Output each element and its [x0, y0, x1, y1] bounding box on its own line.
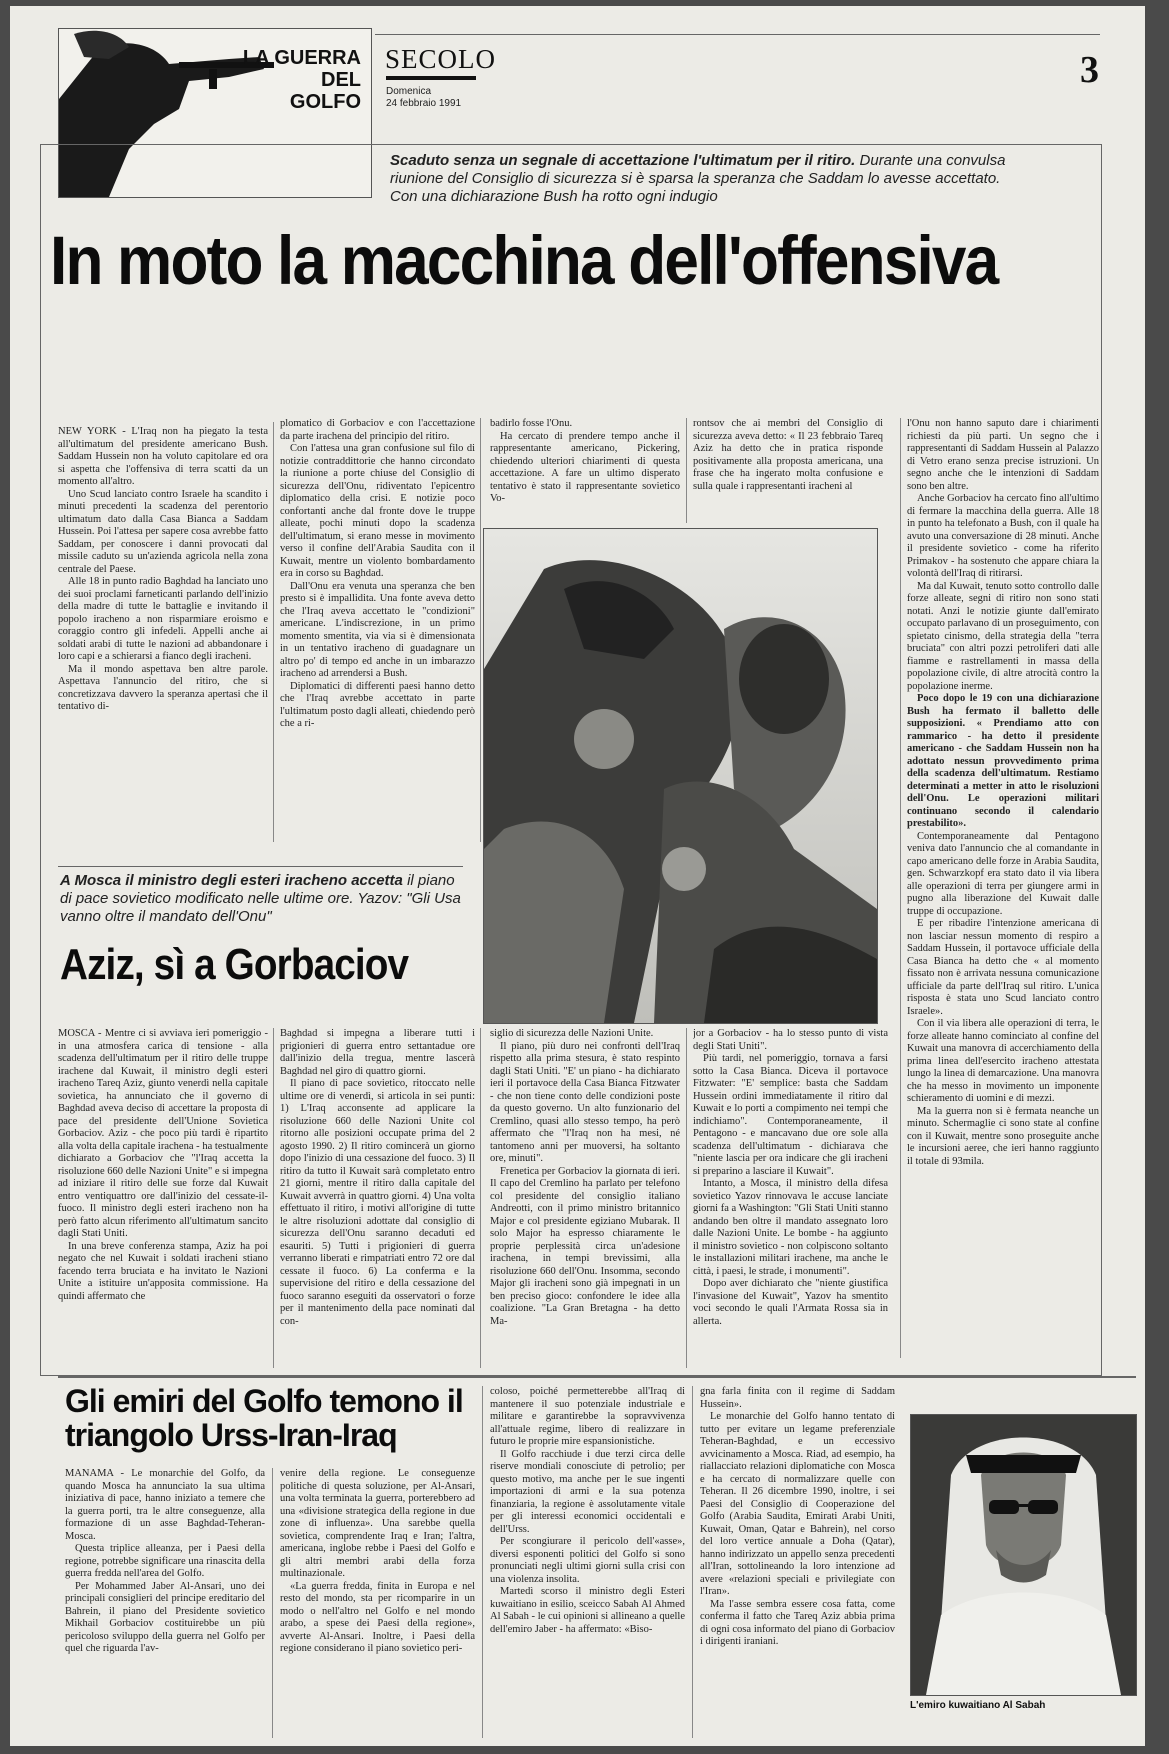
- emir-photo-caption: L'emiro kuwaitiano Al Sabah: [910, 1700, 1046, 1711]
- paragraph: NEW YORK - L'Iraq non ha piegato la testa all'ultimatum del presidente americano Bush. Saddam Hussein non ha voluto capitolare ed ora si aspetta che l'offensiva di terra scatti da un momento all'altro.: [58, 426, 268, 487]
- article1-deck-bold: Scaduto senza un segnale di accettazione l'ultimatum per il ritiro.: [390, 152, 856, 169]
- paragraph: MANAMA - Le monarchie del Golfo, da quando Mosca ha annunciato la sua ultima iniziativa di pace, hanno iniziato a temere che la guerra porti, tra le altre conseguenze, alla formazione di un asse Baghdad-Teheran-Mosca.: [65, 1468, 265, 1542]
- paragraph: Intanto, a Mosca, il ministro della difesa sovietico Yazov rinnovava le accuse lanciate giorni fa a Washington: "Gli Stati Uniti stanno andando ben oltre il mandato assegnato loro dalle Nazioni Unite. Le bombe - ha aggiunto il ministro sovietico - non colpiscono soltanto le installazioni militari irachene, ma anche le città, i paesi, le strade, i monumenti".: [693, 1178, 888, 1277]
- paragraph: Con l'attesa una gran confusione sul filo di notizie contraddittorie che hanno circondato la riunione a porte chiuse del Consiglio di sicurezza dell'Onu, ridiventato l'epicentro diplomatico della crisi. E notizie poco confortanti anche dal fronte dove le truppe alleate, pochi minuti dopo la scadenza dell'ultimatum, si erano messe in movimento verso il confine dell'Arabia Saudita con il Kuwait, mentre un violento bombardamento era in corso su Baghdad.: [280, 443, 475, 579]
- article1-deck: [390, 152, 1010, 206]
- paragraph: Diplomatici di differenti paesi hanno detto che l'Iraq avrebbe accettato in parte l'ultimatum posto dagli alleati, chiedendo però che a ri-: [280, 680, 475, 729]
- article2-deck: [60, 872, 465, 926]
- paragraph: Il piano di pace sovietico, ritoccato nelle ultime ore di venerdì, si articola in sei punti: 1) L'Iraq acconsente ad applicare la risoluzione 660 delle Nazioni Unite col ritorno alle posizioni occupate prima del 2 agosto 1990. 2) Il ritiro comincerà un giorno dopo l'inizio di una cessazione del fuoco. 3) Il ritiro da tutto il Kuwait sarà completato entro 21 giorni, mentre il ritiro dalla capitale del Kuwait avverrà in quattro giorni. 4) Una volta effettuato il ritiro, i motivi all'origine di tutte le altre risoluzioni adottate dal consiglio di sicurezza dell'Onu saranno decaduti ed esauriti. 5) Tutti i prigionieri di guerra verranno liberati e rimpatriati entro 72 ore dal cessate il fuoco. 6) La conferma e la supervisione del ritiro e della cessazione del fuoco saranno eseguiti da osservatori o forze per il mantenimento della pace nominati dal con-: [280, 1078, 475, 1327]
- paragraph: coloso, poiché permetterebbe all'Iraq di mantenere il suo potenziale industriale e militare e garantirebbe la sopravvivenza all'attuale regime, libero di realizzare in futuro le proprie mire espansionistiche.: [490, 1386, 685, 1447]
- paragraph: Alle 18 in punto radio Baghdad ha lanciato uno dei suoi proclami farneticanti parlando dell'inizio della madre di tutte le battaglie e invitando il popolo iracheno a non risparmiare eroismo e coraggio contro gli infedeli. Appelli anche ai soldati arabi di tutte le nazioni ad abbandonare i loro capi e a schierarsi a fianco degli iracheni.: [58, 576, 268, 662]
- article3-column-3: [490, 1386, 685, 1738]
- column-rule: [273, 422, 274, 842]
- paragraph: Il Golfo racchiude i due terzi circa delle riserve mondiali conosciute di petrolio; per questo motivo, ma anche per le sue ingenti importazioni di armi e la sua potenza finanziaria, la regione è assolutamente vitale per gli interessi economici occidentali e dell'Urss.: [490, 1448, 685, 1535]
- paragraph: Per scongiurare il pericolo dell'«asse», diversi esponenti politici del Golfo si sono pronunciati negli ultimi giorni sulla crisi con una violenza insolita.: [490, 1536, 685, 1585]
- article1-column-3: [490, 418, 680, 523]
- date-full: 24 febbraio 1991: [386, 98, 462, 109]
- series-title: [243, 47, 361, 113]
- paragraph: Questa triplice alleanza, per i Paesi della regione, potrebbe significare una rinascita della guerra fredda nell'area del Golfo.: [65, 1543, 265, 1579]
- article2-headline: Aziz, sì a Gorbaciov: [60, 940, 409, 989]
- page-number: 3: [1080, 49, 1099, 91]
- article2-deck-text: il piano di pace sovietico modificato nelle ultime ore. Yazov: "Gli Usa vanno oltre il mandato dell'Onu": [60, 872, 461, 925]
- paragraph: Dopo aver dichiarato che "niente giustifica l'invasione del Kuwait", Yazov ha smentito voci secondo le quali l'Armata Rossa sia in allerta.: [693, 1278, 888, 1327]
- article3-column-1: [65, 1468, 265, 1738]
- paragraph: gna farla finita con il regime di Saddam Hussein».: [700, 1386, 895, 1410]
- paragraph: Le monarchie del Golfo hanno tentato di tutto per evitare un legame preferenziale Teheran-Baghdad, e un eccessivo avvicinamento a Mosca. Riad, ad esempio, ha riallacciato relazioni diplomatiche con Mosca e ha cercato di normalizzare quelle con Teheran. Il 26 dicembre 1990, inoltre, i sei Paesi del Consiglio di Cooperazione del Golfo (Arabia Saudita, Emirati Arabi Uniti, Kuwait, Oman, Qatar e Bahrein), nel corso del loro vertice annuale a Doha (Qatar), hanno indirizzato un appello senza precedenti all'Iran, sottolineando la loro intenzione ad avere «relazioni speciali e privilegiate con l'Iran».: [700, 1411, 895, 1597]
- article1-column-5: [907, 418, 1099, 1386]
- soldiers-photo-image: [484, 529, 877, 1023]
- newspaper-page: [10, 6, 1145, 1746]
- column-rule: [686, 1028, 687, 1368]
- paragraph: rontsov che ai membri del Consiglio di sicurezza aveva detto: « Il 23 febbraio Tareq Aziz ha detto che in pratica risponde positivamente alla proposta americana, una frase che ha ingerato molta confusione e sulla quale i rappresentanti iracheni al: [693, 418, 883, 492]
- paragraph: MOSCA - Mentre ci si avviava ieri pomeriggio - in una atmosfera carica di tensione - alla scadenza dell'ultimatum per il ritiro delle truppe irachene dal Kuwait, il ministro degli esteri iracheno Tareq Aziz, giunto venerdì nella capitale sovietica, ha annunciato che il governo di Baghdad aveva deciso di accettare la proposta di pace del presidente dell'Unione Sovietica Gorbaciov. Aziz - che poco più tardi è ripartito alla volta della capitale irachena - ha testualmente dichiarato a Gorbaciov che "l'Iraq accetta la risoluzione 660 delle Nazioni Unite" e si impegna ad iniziare il ritiro delle sue forze dal Kuwait entro ventiquattro ore dall'inizio del cessate-il-fuoco. Il ministro degli esteri iracheno non ha però fatto alcun riferimento all'ultimatum sancito dagli Stati Uniti.: [58, 1028, 268, 1239]
- column-rule: [272, 1468, 273, 1738]
- emir-portrait-image: [911, 1415, 1136, 1695]
- paragraph: jor a Gorbaciov - ha lo stesso punto di vista degli Stati Uniti".: [693, 1028, 888, 1052]
- paragraph: venire della regione. Le conseguenze politiche di questa soluzione, per Al-Ansari, una volta terminata la guerra, porterebbero ad una «divisione strategica della regione in due zone di influenza». Una sarebbe quella sovietica, comprendente Iraq e Iran; l'altra, americana, inglobe rebbe i Paesi del Golfo e gli altri membri arabi della forza multinazionale.: [280, 1468, 475, 1579]
- article2-deck-bold: A Mosca il ministro degli esteri iracheno accetta: [60, 872, 403, 889]
- article1-deck-text: Durante una convulsa riunione del Consiglio di sicurezza si è sparsa la speranza che Saddam lo avesse accettato. Con una dichiarazione Bush ha rotto ogni indugio: [390, 152, 1006, 205]
- article3-column-2: [280, 1468, 475, 1738]
- series-line-2: DEL: [321, 69, 361, 91]
- paragraph: Ma l'asse sembra essere cosa fatta, come conferma il fatto che Tareq Aziz abbia prima di ogni cosa informato del piano di Gorbaciov i dirigenti iraniani.: [700, 1598, 895, 1647]
- paragraph: «La guerra fredda, finita in Europa e nel resto del mondo, sta per ricomparire in un modo o nell'altro nel Golfo e nel mondo arabo, a spese dei Paesi della regione», avverte Al-Ansari. Inoltre, i Paesi della regione considerano il piano sovietico peri-: [280, 1580, 475, 1654]
- column-rule: [480, 1028, 481, 1368]
- article3-column-4: [700, 1386, 895, 1738]
- paper-name-rule: [386, 76, 476, 80]
- column-rule: [692, 1386, 693, 1738]
- paragraph: Dall'Onu era venuta una speranza che ben presto si è impallidita. Una fonte aveva detto che l'Iraq aveva accettato le "condizioni" americane. L'indiscrezione, in un primo momento smentita, via via si è dimensionata in un tentativo iracheno di guadagnare un altro po' di tempo ed anche in un imbarazzo iracheno ad arrendersi a Bush.: [280, 580, 475, 679]
- dateline: [386, 86, 461, 110]
- paragraph: Ha cercato di prendere tempo anche il rappresentante americano, Pickering, chiedendo ulteriori chiarimenti di questa accettazione. A fare un ultimo disperato tentativo è stato il rappresentante sovietico Vo-: [490, 430, 680, 504]
- paragraph: Frenetica per Gorbaciov la giornata di ieri. Il capo del Cremlino ha parlato per telefono col presidente del consiglio italiano Andreotti, con il primo ministro britannico Major e col presidente egiziano Mubarak. Il solo Major ha espresso chiaramente le proprie perplessità circa un'adesione irachena, in tempi brevissimi, alla risoluzione 660 dell'Onu. Insomma, secondo Major gli iracheni sono già impegnati in un ben preciso gioco: confondere le idee alla coalizione. "La Gran Bretagna - ha detto Ma-: [490, 1165, 680, 1327]
- paragraph: Con il via libera alle operazioni di terra, le forze alleate hanno cominciato al confine del Kuwait una manovra di accerchiamento della prima linea dell'esercito iracheno attestata lungo la linea di demarcazione. Una manovra che ha messo in movimento un imponente schieramento di uomini e di mezzi.: [907, 1018, 1099, 1104]
- column-rule: [686, 418, 687, 523]
- paragraph: In una breve conferenza stampa, Aziz ha poi negato che nel Kuwait i soldati iracheni stiano facendo terra bruciata e ha invitato le Nazioni Unite a istituire un'apposita commissione. Ha quindi affermato che: [58, 1240, 268, 1302]
- column-rule: [482, 1386, 483, 1738]
- article1-column-4: [693, 418, 883, 523]
- emir-photo: [910, 1414, 1137, 1696]
- column-rule: [273, 1028, 274, 1368]
- paragraph: E per ribadire l'intenzione americana di non lasciar nessun momento di respiro a Saddam Hussein, il portavoce ufficiale della Casa Bianca ha detto che « al momento fissato non è arrivata nessuna comunicazione ufficiale da parte dell'Iraq sul ritiro. L'unica risposta è stata uno Scud lanciato contro Israele».: [907, 918, 1099, 1017]
- paragraph: Uno Scud lanciato contro Israele ha scandito i minuti precedenti la scadenza del perentorio ultimatum dato dalla Casa Bianca a Saddam Hussein. Poi l'attesa per sapere cosa avrebbe fatto Saddam, per conoscere i danni provocati dal missile caduto su un'azienda agricola nella zona centrale del Paese.: [58, 488, 268, 575]
- paragraph: Ma la guerra non si è fermata neanche un minuto. Schermaglie ci sono state al confine con il Kuwait, mentre sono proseguite anche le incursioni aeree, che ieri hanno raggiunto il totale di 93mila.: [907, 1105, 1099, 1167]
- column-rule: [900, 418, 901, 1358]
- soldiers-photo: [483, 528, 878, 1024]
- column-rule: [480, 418, 481, 842]
- article2-column-4: [693, 1028, 888, 1368]
- masthead-rule: [375, 34, 1100, 35]
- article2-column-3: [490, 1028, 680, 1368]
- article3-headline: Gli emiri del Golfo temono il triangolo Urss-Iran-Iraq: [65, 1383, 463, 1453]
- paragraph: siglio di sicurezza delle Nazioni Unite.: [490, 1028, 654, 1039]
- paragraph: Baghdad si impegna a liberare tutti i prigionieri di guerra entro settantadue ore dall'inizio della tregua, mentre lascerà Baghdad nel giro di quattro giorni.: [280, 1028, 475, 1077]
- article1-column-1: [58, 426, 268, 844]
- paragraph: Contemporaneamente dal Pentagono veniva dato l'annuncio che al comandante in capo americano delle forze in Arabia Saudita, gen. Schwarzkopf era stato dato il via libera alle operazioni di terra per giungere armi in pugno alla liberazione del Kuwait dalle truppe di occupazione.: [907, 830, 1099, 917]
- article1-column-2: [280, 418, 475, 842]
- paragraph: l'Onu non hanno saputo dare i chiarimenti richiesti da più parti. Un segno che i rappresentanti di Saddam Hussein al Palazzo di Vetro erano senza precise istruzioni. Un segno anche che le intenzioni di Saddam sono ben altre.: [907, 418, 1099, 492]
- article2-column-2: [280, 1028, 475, 1368]
- paragraph-bold: Poco dopo le 19 con una dichiarazione Bush ha fermato il balletto delle supposizioni. « Prendiamo atto con rammarico - ha detto il presidente americano - che Saddam Hussein non ha adottato nessun provvedimento prima della scadenza dell'ultimatum. Restiamo determinati a metter in atto le risoluzioni dell'Onu. Le operazioni militari continuano secondo il calendario prestabilito».: [907, 693, 1099, 829]
- article2-column-1: [58, 1028, 268, 1368]
- article1-headline: In moto la macchina dell'offensiva: [50, 222, 998, 299]
- paragraph: Anche Gorbaciov ha cercato fino all'ultimo di fermare la macchina della guerra. Alle 18 in punto ha telefonato a Bush, con il quale ha avuto una conversazione di 28 minuti. Anche il presidente sovietico - come ha riferito Primakov - ha sostenuto che appare chiara la volontà dell'Iraq di ritirarsi.: [907, 493, 1099, 579]
- paragraph: Per Mohammed Jaber Al-Ansari, uno dei principali consiglieri del principe ereditario del Bahrein, il piano del Presidente sovietico Mikhail Gorbaciov costituirebbe un più pericoloso sviluppo della guerra nel Golfo per quel che riguarda l'av-: [65, 1580, 265, 1654]
- paragraph: Ma il mondo aspettava ben altre parole. Aspettava l'annuncio del ritiro, che si concretizzava davvero la speranza apertasi che il tentativo di-: [58, 663, 268, 712]
- paragraph: badirlo fosse l'Onu.: [490, 418, 573, 429]
- paragraph: Il piano, più duro nei confronti dell'Iraq rispetto alla prima stesura, è stato respinto dagli Stati Uniti. "E' un piano - ha dichiarato ieri il portavoce della Casa Bianca Fitzwater - che non tiene conto delle condizioni poste da questo governo. Un alto funzionario del Cremlino, quasi allo stesso tempo, ha però affermato che "l'Iraq non ha mesi, né tantomeno anni per muoversi, ha soltanto ore, minuti".: [490, 1040, 680, 1164]
- paragraph: Più tardi, nel pomeriggio, tornava a farsi sotto la Casa Bianca. Diceva il portavoce Fitzwater: "E' semplice: basta che Saddam Hussein ordini immediatamente il ritiro dal Kuwait e lo porti a compimento nei tempi che indichiamo". Contemporaneamente, il Pentagono - e mancavano due ore sole alla scadenza dell'ultimatum - dichiarava che "niente lascia per ora indicare che gli iracheni si preparino a lasciare il Kuwait".: [693, 1053, 888, 1177]
- series-line-3: GOLFO: [289, 91, 361, 113]
- date-day: Domenica: [386, 86, 432, 97]
- paragraph: Martedì scorso il ministro degli Esteri kuwaitiano in esilio, sceicco Sabah Al Ahmed Al Sabah - le cui opinioni si allineano a quelle dell'emiro Jaber - ha affermato: «Biso-: [490, 1586, 685, 1635]
- series-line-1: LA GUERRA: [242, 47, 361, 69]
- paragraph: plomatico di Gorbaciov e con l'accettazione da parte irachena del principio del ritiro.: [280, 418, 475, 442]
- paragraph: Ma dal Kuwait, tenuto sotto controllo dalle forze alleate, segni di ritiro non sono stati notati. Anzi le notizie giunte dall'emirato occupato parlavano di un proseguimento, con spietato cinismo, della strategia della "terra bruciata" con altri pozzi petroliferi dati alle fiamme e rastrellamenti in massa della popolazione civile, di altre atrocità contro la popolazione inerme.: [907, 580, 1099, 692]
- paper-name: SECOLO: [385, 44, 497, 74]
